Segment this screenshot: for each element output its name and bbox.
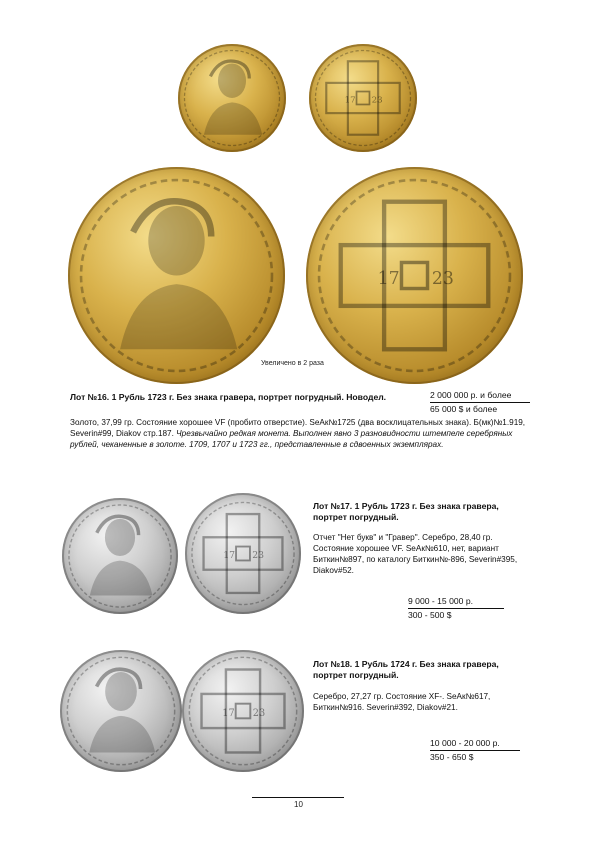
gold-coin-obverse-small	[178, 44, 286, 152]
silver-coin-17-obverse	[62, 498, 178, 614]
lot-16-description	[70, 417, 532, 450]
lot-17-price	[408, 596, 504, 621]
lot-16-title: Лот №16. 1 Рубль 1723 г. Без знака гравера, портрет погрудный. Новодел.	[70, 392, 387, 402]
enlarged-note: Увеличено в 2 раза	[261, 360, 324, 367]
lot-17-price-usd: 300 - 500 $	[408, 610, 452, 620]
lot-18-price	[430, 738, 520, 763]
page-number: 10	[294, 800, 303, 809]
gold-coin-obverse-large	[68, 167, 285, 384]
lot-18-price-usd: 350 - 650 $	[430, 752, 474, 762]
lot-17-description: Отчет "Нет букв" и "Гравер". Серебро, 28,40 гр. Состояние хорошее VF. SеАк№610, нет, вариант Биткин№897, по каталогу Биткин№-896, Severin#395, Diakov#52.	[313, 533, 518, 575]
lot-17-title: Лот №17. 1 Рубль 1723 г. Без знака гравера, портрет погрудный.	[313, 501, 499, 522]
silver-coin-18-obverse	[60, 650, 182, 772]
gold-coin-reverse-large	[306, 167, 523, 384]
lot-16-price	[430, 390, 530, 415]
gold-coin-reverse-small	[309, 44, 417, 152]
lot-18-price-rub: 10 000 - 20 000 р.	[430, 738, 520, 751]
lot-16-price-usd: 65 000 $ и более	[430, 404, 498, 414]
silver-coin-18-reverse	[182, 650, 304, 772]
lot-16-price-rub: 2 000 000 р. и более	[430, 390, 530, 403]
footer-rule	[252, 797, 344, 798]
lot-16-description-italic: Чрезвычайно редкая монета. Выполнен явно 3 разновидности штемпеле серебряных рублей, чеканенные в золоте. 1709, 1707 и 1723 гг., представленные в сдвоенных экземплярах.	[70, 429, 513, 449]
lot-18-title: Лот №18. 1 Рубль 1724 г. Без знака гравера, портрет погрудный.	[313, 659, 499, 680]
lot-16-description-text: Золото, 37,99 гр. Состояние хорошее VF (пробито отверстие). SеАк№1725 (два восклицательных знака). Б(мк)№1.919, Severin#99, Diakov стр.187.	[70, 418, 526, 438]
silver-coin-17-reverse	[185, 493, 301, 614]
lot-17-price-rub: 9 000 - 15 000 р.	[408, 596, 504, 609]
lot-18-description: Серебро, 27,27 гр. Состояние XF-. SеАк№617, Биткин№916. Severin#392, Diakov#21.	[313, 692, 491, 712]
